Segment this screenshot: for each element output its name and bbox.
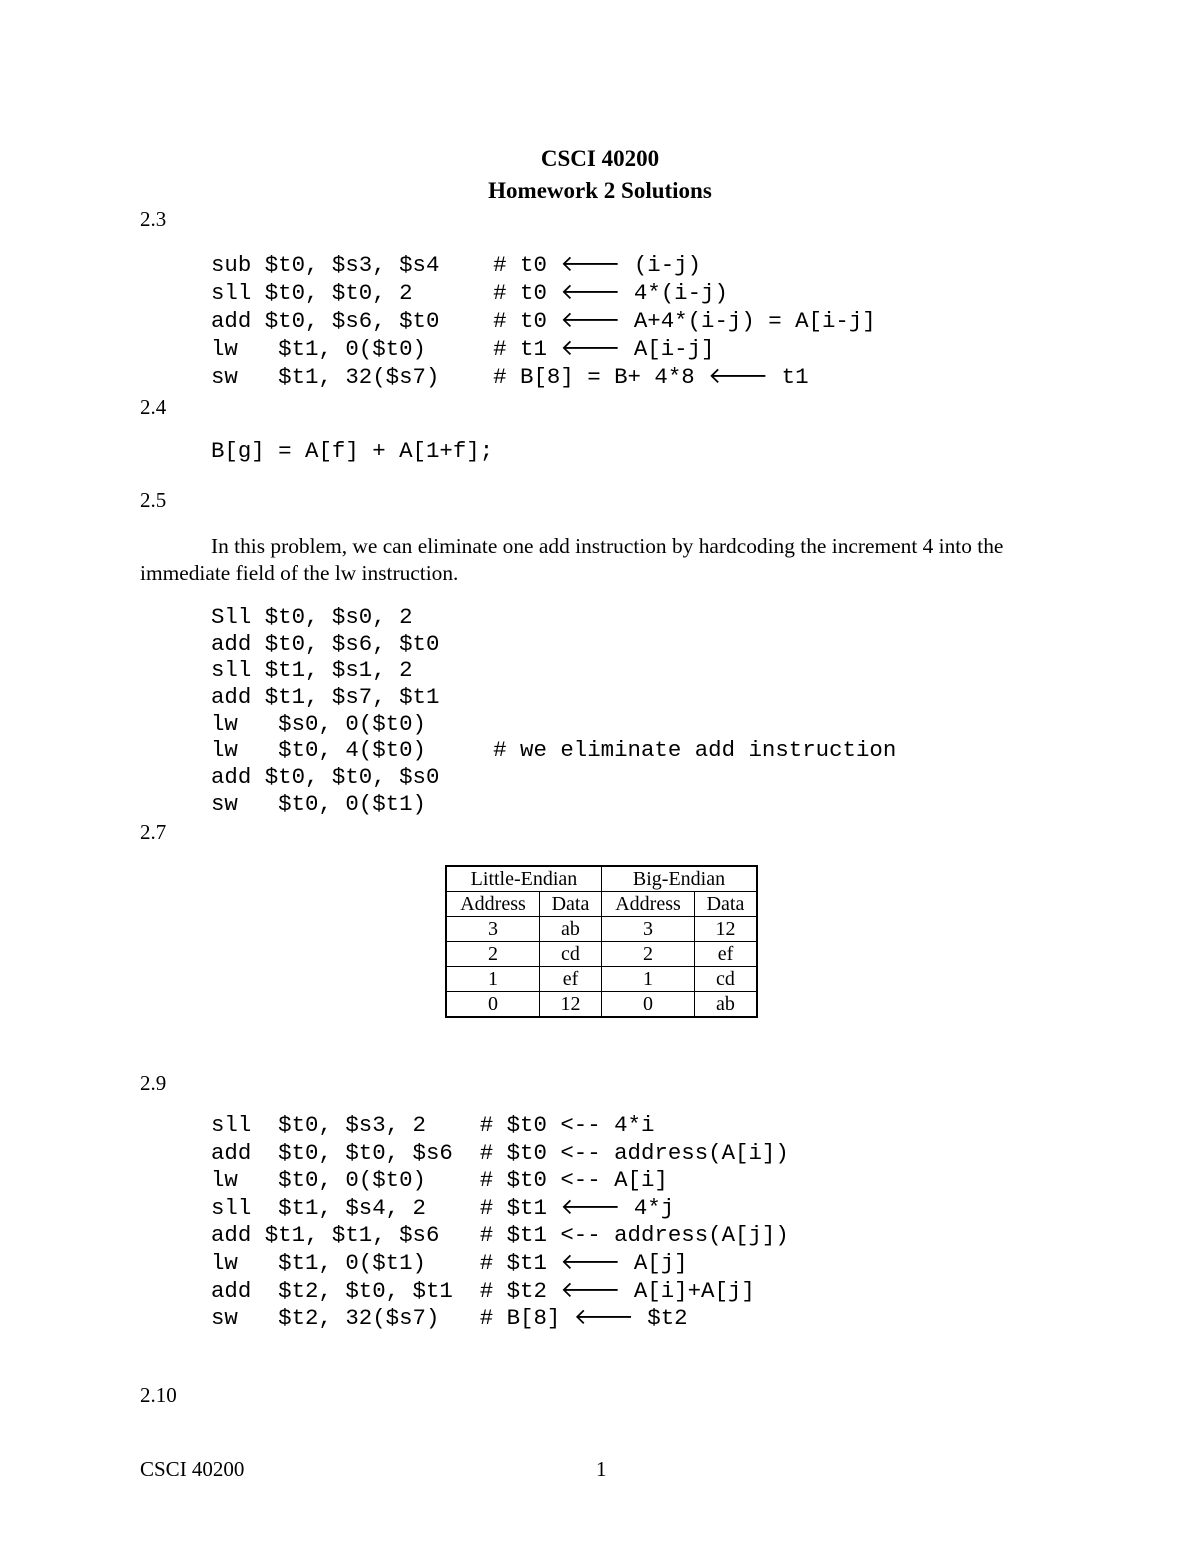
page-title [0,143,1200,207]
table-cell: 0 [446,992,540,1018]
section-label-2-5: 2.5 [140,488,167,512]
table-row [446,917,757,942]
table-cell: ef [695,942,758,967]
table-cell: 1 [602,967,695,992]
table-cell: 3 [446,917,540,942]
code-block-2-5 [211,604,896,818]
code-line: sub $t0, $s3, $s4 # t0 🡐 (i-j) [211,252,702,278]
section-label-2-4: 2.4 [140,395,167,419]
code-line: lw $t0, 4($t0) # we eliminate add instruction [211,737,897,764]
code-line: sw $t2, 32($s7) # B[8] 🡐 $t2 [211,1305,688,1332]
code-line: sw $t1, 32($s7) # B[8] = B+ 4*8 🡐 t1 [211,364,809,390]
table-cell: cd [540,942,602,967]
table-cell: 0 [602,992,695,1018]
code-line: add $t0, $s6, $t0 # t0 🡐 A+4*(i-j) = A[i-j] [211,308,876,334]
section-label-2-7: 2.7 [140,820,167,844]
code-line: add $t1, $t1, $s6 # $t1 <-- address(A[j]) [211,1222,789,1249]
code-line: B[g] = A[f] + A[1+f]; [211,438,494,464]
code-line: add $t0, $s6, $t0 [211,630,440,657]
table-cell: 12 [540,992,602,1018]
code-line: lw $t0, 0($t0) # $t0 <-- A[i] [211,1167,668,1194]
code-line: sll $t1, $s4, 2 # $t1 🡐 4*j [211,1194,675,1221]
big-endian-header: Big-Endian [602,866,758,892]
course-title: CSCI 40200 [540,146,660,171]
code-line: add $t0, $t0, $s6 # $t0 <-- address(A[i]) [211,1139,789,1166]
table-cell: ab [695,992,758,1018]
section-label-2-9: 2.9 [140,1071,167,1095]
explanation-text: In this problem, we can eliminate one add instruction by hardcoding the increment 4 into the immediate field of the lw instruction. [140,534,1004,585]
column-header: Address [602,892,695,917]
assignment-title: Homework 2 Solutions [488,178,712,203]
column-header: Address [446,892,540,917]
section-label-2-3: 2.3 [140,207,167,231]
table-cell: 3 [602,917,695,942]
footer-course: CSCI 40200 [140,1457,245,1481]
code-line: sll $t0, $s3, 2 # $t0 <-- 4*i [211,1112,655,1138]
table-cell: 2 [446,942,540,967]
section-label-2-10: 2.10 [140,1383,177,1407]
table-row [446,967,757,992]
table-cell: 1 [446,967,540,992]
code-line: add $t1, $s7, $t1 [211,684,440,711]
table-row [446,942,757,967]
code-block-2-4 [211,437,493,465]
table-row [446,992,757,1018]
table-cell: 2 [602,942,695,967]
code-line: add $t0, $t0, $s0 [211,764,440,791]
table-column-header-row [446,892,757,917]
code-block-2-3 [211,251,876,391]
page-number: 1 [596,1457,607,1481]
little-endian-header: Little-Endian [446,866,602,892]
code-line: lw $t1, 0($t1) # $t1 🡐 A[j] [211,1249,688,1276]
table-group-header-row [446,866,757,892]
code-line: sll $t0, $t0, 2 # t0 🡐 4*(i-j) [211,280,728,306]
code-line: Sll $t0, $s0, 2 [211,604,413,630]
column-header: Data [695,892,758,917]
code-block-2-9 [211,1112,789,1333]
code-line: lw $t1, 0($t0) # t1 🡐 A[i-j] [211,336,715,362]
table-cell: cd [695,967,758,992]
code-line: sll $t1, $s1, 2 [211,657,413,684]
table-cell: ab [540,917,602,942]
explanation-paragraph [140,533,1060,587]
code-line: sw $t0, 0($t1) [211,790,426,817]
table-cell: 12 [695,917,758,942]
table-cell: ef [540,967,602,992]
code-line: lw $s0, 0($t0) [211,710,426,737]
endian-table [445,865,758,1018]
code-line: add $t2, $t0, $t1 # $t2 🡐 A[i]+A[j] [211,1277,755,1304]
column-header: Data [540,892,602,917]
